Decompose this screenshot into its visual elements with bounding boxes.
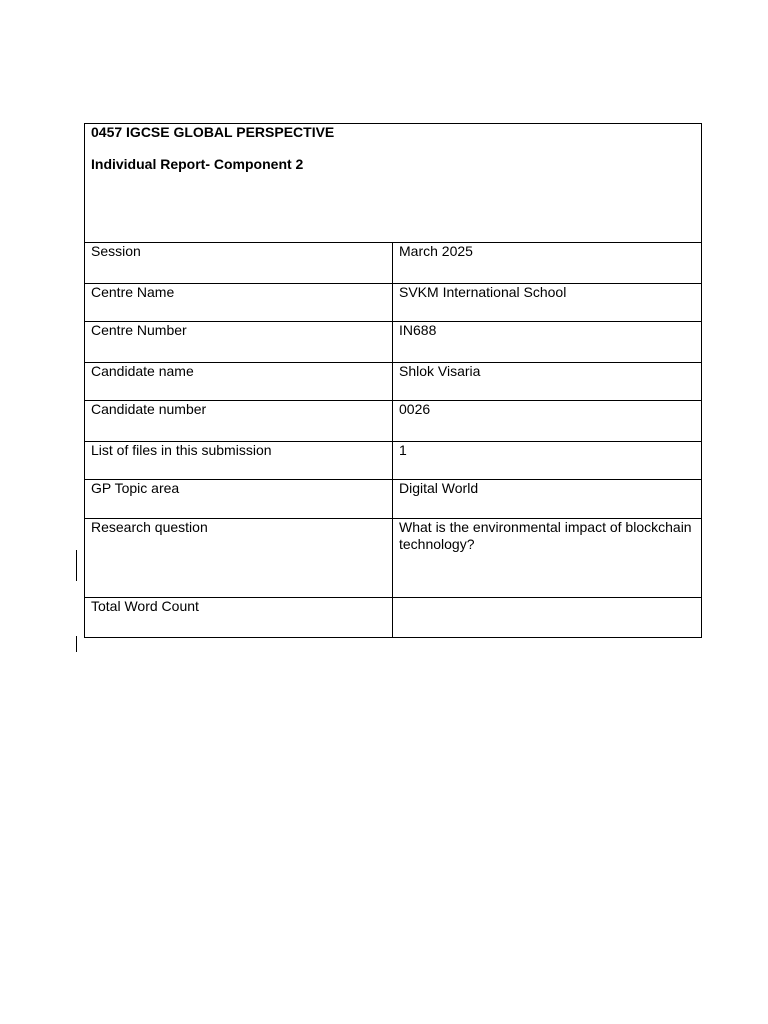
table-row xyxy=(85,401,702,442)
row-value[interactable] xyxy=(393,598,702,638)
row-value[interactable]: SVKM International School xyxy=(393,284,702,322)
course-title: 0457 IGCSE GLOBAL PERSPECTIVE xyxy=(91,124,335,140)
table-row xyxy=(85,243,702,284)
row-label: Session xyxy=(85,243,393,284)
cover-sheet-table xyxy=(84,123,702,638)
table-row xyxy=(85,442,702,480)
row-value[interactable]: 1 xyxy=(393,442,702,480)
row-label: Total Word Count xyxy=(85,598,393,638)
row-label: GP Topic area xyxy=(85,480,393,519)
row-label: Centre Number xyxy=(85,322,393,363)
table-row xyxy=(85,284,702,322)
row-value[interactable]: IN688 xyxy=(393,322,702,363)
header-row xyxy=(85,124,702,243)
text-cursor xyxy=(76,636,77,652)
table-row xyxy=(85,519,702,598)
table-row xyxy=(85,322,702,363)
row-value[interactable]: What is the environmental impact of blockchain technology? xyxy=(393,519,702,598)
row-label: Centre Name xyxy=(85,284,393,322)
row-label: Research question xyxy=(85,519,393,598)
row-value[interactable]: 0026 xyxy=(393,401,702,442)
row-value[interactable]: March 2025 xyxy=(393,243,702,284)
report-title: Individual Report- Component 2 xyxy=(91,156,304,172)
header-cell xyxy=(85,124,702,243)
row-value[interactable]: Digital World xyxy=(393,480,702,519)
row-value[interactable]: Shlok Visaria xyxy=(393,363,702,401)
table-row xyxy=(85,480,702,519)
row-label: List of files in this submission xyxy=(85,442,393,480)
table-row xyxy=(85,363,702,401)
row-label: Candidate name xyxy=(85,363,393,401)
row-label: Candidate number xyxy=(85,401,393,442)
text-cursor xyxy=(76,550,77,581)
table-row xyxy=(85,598,702,638)
